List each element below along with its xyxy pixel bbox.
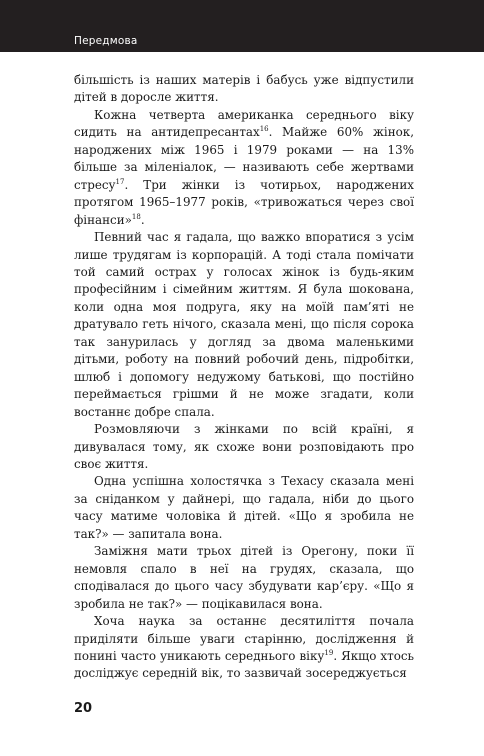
paragraph [74, 473, 414, 543]
running-header-title: Передмова [74, 35, 138, 47]
footnote-ref: 17 [115, 177, 125, 186]
paragraph-text: Заміжня мати трьох дітей із Орегону, поки її немовля спало в неї на грудях, сказала, що сподівалася до цього часу збудувати кар’єру. «Що я зробила не так?» — поцікавилася вона. [74, 544, 414, 611]
paragraph-text: . [140, 212, 145, 227]
paragraph-text: Одна успішна холостячка з Техасу сказала мені за сніданком у дайнері, що гадала, ніби до цього часу матиме чоловіка й дітей. «Що я зробила не так?» — запитала вона. [74, 474, 414, 541]
paragraph-text: . Якщо хтось досліджує середній вік, то зазвичай зосереджується [74, 648, 414, 681]
paragraph [74, 421, 414, 473]
paragraph [74, 107, 414, 229]
paragraph-text: . Три жінки із чотирьох, народжених протягом 1965–1977 років, «тривожаться через свої фінанси» [74, 177, 414, 227]
paragraph-text: Хоча наука за останнє десятиліття почала приділяти більше уваги старінню, дослідження й понині часто уникають середнього віку [74, 614, 414, 663]
paragraph-text: Кожна четверта американка середнього віку сидить на антидепресантах [74, 107, 414, 140]
paragraph [74, 613, 414, 683]
paragraph-text: більшість із наших матерів і бабусь уже відпустили дітей в доросле життя. [74, 73, 414, 105]
running-header-bar [0, 0, 484, 52]
paragraph-text: . Майже 60% жінок, народжених між 1965 і 1979 роками — на 13% більше за міленіалок, — називають себе жертвами стресу [74, 125, 414, 192]
paragraph [74, 543, 414, 613]
footnote-ref: 19 [324, 648, 334, 657]
footnote-ref: 18 [131, 212, 141, 221]
paragraph [74, 72, 414, 107]
paragraph-text: Певний час я гадала, що важко впоратися з усім лише трудягам із корпорацій. А тоді стала помічати той самий острах у голосах жінок із будь-яким професійним і сімейним життям. Я була шокована, коли одна моя подруга, яку на моїй пам’яті не дратувало геть нічого, сказала мені, що після сорока так занурилась у догляд за двома маленькими дітьми, роботу на повний робочий день, підробітки, шлюб і допомогу недужому батькові, що постійно переймається грішми й не може згадати, коли востаннє добре спала. [74, 230, 414, 419]
paragraph [74, 229, 414, 421]
paragraph-text: Розмовляючи з жінками по всій країні, я дивувалася тому, як схоже вони розповідають про своє життя. [74, 422, 414, 471]
page-number: 20 [74, 701, 93, 716]
footnote-ref: 16 [259, 125, 269, 134]
body-text [74, 72, 414, 683]
